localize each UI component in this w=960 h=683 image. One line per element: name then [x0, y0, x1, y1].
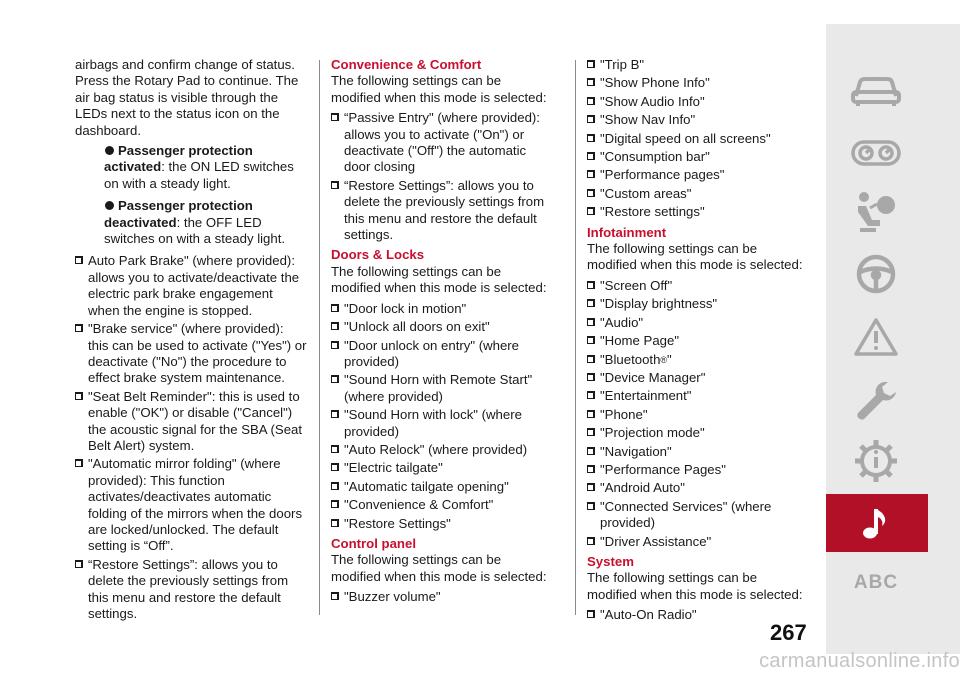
list-item-text-end: " — [667, 351, 672, 367]
list-item-text: "Show Audio Info" — [600, 93, 705, 109]
section-intro: The following settings can be modified when this mode is selected: — [331, 552, 547, 584]
list-item-bluetooth — [587, 352, 809, 368]
list-item — [587, 278, 809, 294]
checkbox-bullet-icon — [587, 60, 595, 68]
list-item — [75, 253, 307, 319]
checkbox-bullet-icon — [331, 592, 339, 600]
steering-wheel-icon[interactable] — [826, 249, 926, 299]
column-left — [75, 57, 307, 624]
list-item — [331, 301, 553, 317]
list-item — [331, 589, 553, 605]
list-item-text: "Sound Horn with Remote Start" (where provided) — [344, 372, 533, 404]
sub-item-bold: Passenger protection deactivated — [104, 198, 253, 230]
column-divider — [319, 60, 320, 615]
registered-mark: ® — [660, 354, 668, 365]
checkbox-bullet-icon — [587, 465, 595, 473]
list-item-text: Auto Park Brake" (where provided): allows you to activate/deactivate the electric park brake engagement when the engine is stopped. — [88, 253, 300, 318]
list-item-text: "Entertainment" — [600, 388, 692, 404]
list-item — [587, 186, 809, 202]
list-item — [587, 370, 809, 386]
list-item-text: "Restore Settings" — [344, 515, 451, 531]
checkbox-bullet-icon — [587, 502, 595, 510]
checkbox-bullet-icon — [587, 78, 595, 86]
wrench-icon[interactable] — [826, 376, 926, 426]
list-item-text: "Restore settings" — [600, 204, 705, 220]
list-item — [75, 389, 307, 455]
list-item-text: "Unlock all doors on exit" — [344, 319, 490, 335]
checkbox-bullet-icon — [587, 336, 595, 344]
list-item-text: "Convenience & Comfort" — [344, 497, 494, 513]
list-item-text: "Navigation" — [600, 443, 672, 459]
list-item — [587, 296, 809, 312]
checkbox-bullet-icon — [75, 459, 83, 467]
list-item — [75, 456, 307, 554]
list-item-text: "Performance Pages" — [600, 461, 726, 477]
list-item — [75, 321, 307, 387]
intro-paragraph: airbags and confirm change of status. Press the Rotary Pad to continue. The air bag status is visible through the LEDs next to the status icon on the dashboard. — [75, 57, 299, 138]
list-item-text: "Screen Off" — [600, 277, 673, 293]
list-item-text: “Restore Settings”: allows you to delete the previously settings from this menu and restore the default settings. — [344, 177, 545, 243]
list-item-text: "Performance pages" — [600, 167, 725, 183]
list-item-text: "Connected Services" (where provided) — [600, 498, 772, 531]
airbag-icon[interactable] — [826, 186, 926, 236]
checkbox-bullet-icon — [75, 560, 83, 568]
section-heading-control-panel: Control panel — [331, 535, 416, 551]
list-item-text: "Automatic mirror folding" (where provided): This function activates/deactivates automatic folding of the mirrors when the doors are locked/unlocked. The default setting is “Off”. — [88, 456, 303, 554]
list-item-text: "Automatic tailgate opening" — [344, 478, 509, 494]
sub-item-bold: Passenger protection activated — [104, 143, 253, 175]
section-heading-doors: Doors & Locks — [331, 247, 425, 263]
checkbox-bullet-icon — [587, 115, 595, 123]
list-item-text: "Bluetooth — [600, 351, 661, 367]
section-intro: The following settings can be modified when this mode is selected: — [331, 263, 547, 296]
checkbox-bullet-icon — [587, 373, 595, 381]
list-item — [331, 442, 553, 458]
list-item — [331, 372, 553, 405]
gauges-icon[interactable] — [826, 128, 926, 178]
section-heading-system: System — [587, 553, 634, 569]
checkbox-bullet-icon — [331, 341, 339, 349]
checkbox-bullet-icon — [331, 113, 339, 121]
list-item — [331, 460, 553, 476]
checkbox-bullet-icon — [587, 207, 595, 215]
column-divider — [575, 60, 576, 615]
car-icon[interactable] — [826, 66, 926, 116]
list-item — [331, 497, 553, 513]
list-item-text: "Auto Relock" (where provided) — [344, 441, 528, 457]
list-item-text: "Show Phone Info" — [600, 75, 710, 91]
list-item — [587, 315, 809, 331]
list-item — [587, 149, 809, 165]
list-item — [331, 110, 553, 176]
checkbox-bullet-icon — [587, 97, 595, 105]
chapter-sidebar — [826, 24, 960, 654]
checkbox-bullet-icon — [331, 500, 339, 508]
checkbox-bullet-icon — [587, 318, 595, 326]
list-item — [587, 480, 809, 496]
list-item-text: "Sound Horn with lock" (where provided) — [344, 407, 522, 439]
list-item — [331, 319, 553, 335]
column-middle — [331, 57, 553, 608]
list-item-text: “Passive Entry" (where provided): allows you to activate ("On") or deactivate ("Off") the automatic door closing — [344, 110, 540, 175]
section-heading-convenience: Convenience & Comfort — [331, 57, 482, 72]
list-item-text: "Brake service" (where provided): this can be used to activate ("Yes") or deactivate ("No") the procedure to effect brake system maintenance. — [88, 321, 307, 386]
list-item-text: "Electric tailgate" — [344, 460, 443, 476]
section-intro: The following settings can be modified when this mode is selected: — [331, 73, 547, 105]
checkbox-bullet-icon — [331, 482, 339, 490]
checkbox-bullet-icon — [331, 463, 339, 471]
list-item-text: "Trip B" — [600, 57, 645, 72]
list-item — [587, 112, 809, 128]
bullet-dot-icon — [105, 146, 114, 155]
list-item — [587, 388, 809, 404]
list-item-text: "Door lock in motion" — [344, 300, 467, 316]
list-item-text: "Home Page" — [600, 333, 680, 349]
list-item-text: "Auto-On Radio" — [600, 607, 697, 623]
list-item-text: "Driver Assistance" — [600, 533, 712, 549]
list-item — [587, 204, 809, 220]
list-item — [331, 407, 553, 440]
watermark: carmanualsonline.info — [759, 650, 960, 672]
list-item-text: "Projection mode" — [600, 425, 705, 441]
column-right — [587, 57, 809, 626]
list-item — [587, 94, 809, 110]
checkbox-bullet-icon — [587, 189, 595, 197]
sub-item-deactivated — [75, 198, 307, 247]
checkbox-bullet-icon — [587, 391, 595, 399]
list-item-text: "Show Nav Info" — [600, 112, 696, 128]
list-item — [587, 499, 809, 532]
checkbox-bullet-icon — [331, 304, 339, 312]
section-heading-infotainment: Infotainment — [587, 224, 667, 240]
section-intro: The following settings can be modified when this mode is selected: — [587, 570, 803, 602]
checkbox-bullet-icon — [331, 375, 339, 383]
list-item-text: "Seat Belt Reminder": this is used to enable ("OK") or disable ("Cancel") the acoustic signal for the SBA (Seat Belt Alert) system. — [88, 388, 303, 453]
list-item — [331, 178, 553, 244]
checkbox-bullet-icon — [587, 447, 595, 455]
list-item-text: "Display brightness" — [600, 296, 718, 312]
list-item-text: "Door unlock on entry" (where provided) — [344, 337, 520, 369]
list-item-text: "Buzzer volume" — [344, 589, 441, 605]
list-item — [587, 407, 809, 423]
checkbox-bullet-icon — [587, 483, 595, 491]
checkbox-bullet-icon — [587, 170, 595, 178]
list-item — [587, 75, 809, 91]
checkbox-bullet-icon — [587, 610, 595, 618]
checkbox-bullet-icon — [587, 134, 595, 142]
active-chapter-tab[interactable] — [826, 494, 928, 552]
list-item — [587, 167, 809, 183]
list-item — [587, 462, 809, 478]
checkbox-bullet-icon — [587, 152, 595, 160]
list-item — [331, 516, 553, 532]
section-intro: The following settings can be modified when this mode is selected: — [587, 241, 803, 273]
service-gear-icon[interactable] — [826, 436, 926, 486]
checkbox-bullet-icon — [75, 256, 83, 264]
list-item — [587, 425, 809, 441]
list-item — [587, 444, 809, 460]
warning-triangle-icon[interactable] — [826, 312, 926, 362]
index-abc-label[interactable]: ABC — [853, 572, 899, 593]
list-item-text: "Device Manager" — [600, 369, 706, 385]
list-item — [587, 57, 809, 73]
checkbox-bullet-icon — [75, 324, 83, 332]
list-item-text: "Android Auto" — [600, 480, 685, 496]
checkbox-bullet-icon — [587, 355, 595, 363]
list-item — [587, 131, 809, 147]
list-item-text: "Consumption bar" — [600, 149, 710, 165]
list-item — [587, 534, 809, 550]
music-note-icon — [826, 498, 926, 548]
list-item-text: "Audio" — [600, 314, 644, 330]
list-item — [331, 338, 553, 371]
checkbox-bullet-icon — [331, 181, 339, 189]
checkbox-bullet-icon — [331, 445, 339, 453]
list-item-text: “Restore Settings”: allows you to delete the previously settings from this menu and restore the default settings. — [88, 556, 289, 621]
list-item — [587, 333, 809, 349]
page-number: 267 — [770, 620, 807, 645]
list-item-text: "Custom areas" — [600, 185, 692, 201]
sub-item-text: : the ON LED switches on with a steady light. — [104, 159, 294, 191]
checkbox-bullet-icon — [587, 299, 595, 307]
list-item — [75, 557, 307, 623]
checkbox-bullet-icon — [587, 281, 595, 289]
checkbox-bullet-icon — [331, 410, 339, 418]
checkbox-bullet-icon — [75, 392, 83, 400]
checkbox-bullet-icon — [587, 410, 595, 418]
checkbox-bullet-icon — [587, 428, 595, 436]
checkbox-bullet-icon — [331, 322, 339, 330]
list-item — [331, 479, 553, 495]
sub-item-activated — [75, 143, 307, 192]
list-item-text: "Phone" — [600, 406, 648, 422]
sub-item-text: : the OFF LED switches on with a steady light. — [104, 214, 286, 247]
checkbox-bullet-icon — [331, 519, 339, 527]
checkbox-bullet-icon — [587, 537, 595, 545]
list-item-text: "Digital speed on all screens" — [600, 130, 771, 146]
